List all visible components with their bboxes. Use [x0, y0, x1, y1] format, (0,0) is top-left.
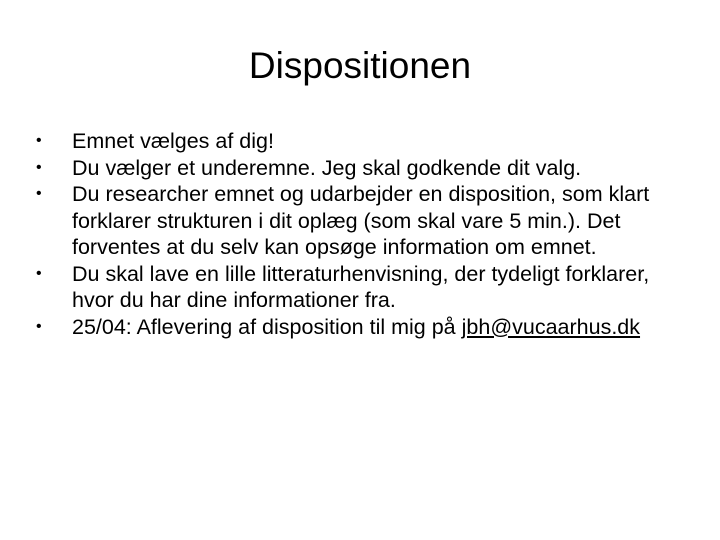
bullet-icon: •: [36, 264, 42, 282]
bullet-item: [36, 128, 686, 155]
bullet-item: [36, 261, 686, 314]
bullet-text: Du skal lave en lille litteraturhenvisning, der tydeligt forklarer, hvor du har dine informationer fra.: [72, 261, 650, 312]
bullet-icon: •: [36, 158, 42, 176]
bullet-text: Emnet vælges af dig!: [72, 129, 274, 153]
bullet-text: Du vælger et underemne. Jeg skal godkende dit valg.: [72, 155, 582, 180]
slide-title: Dispositionen: [248, 45, 472, 86]
bullet-text: Du researcher emnet og udarbejder en disposition, som klart forklarer strukturen i dit oplæg (som skal vare 5 min.). Det forventes at du selv kan opsøge information om emnet.: [72, 182, 650, 259]
bullet-item: [36, 314, 686, 341]
slide-content: [36, 128, 686, 340]
bullet-text: 25/04: Aflevering af disposition til mig på: [72, 314, 462, 339]
bullet-item: [36, 181, 686, 261]
bullet-icon: •: [36, 185, 42, 202]
bullet-item: [36, 155, 686, 182]
bullet-icon: •: [36, 132, 42, 149]
email-link[interactable]: jbh@vucaarhus.dk: [461, 314, 641, 339]
bullet-icon: •: [36, 317, 42, 335]
bullet-list: [36, 128, 686, 340]
